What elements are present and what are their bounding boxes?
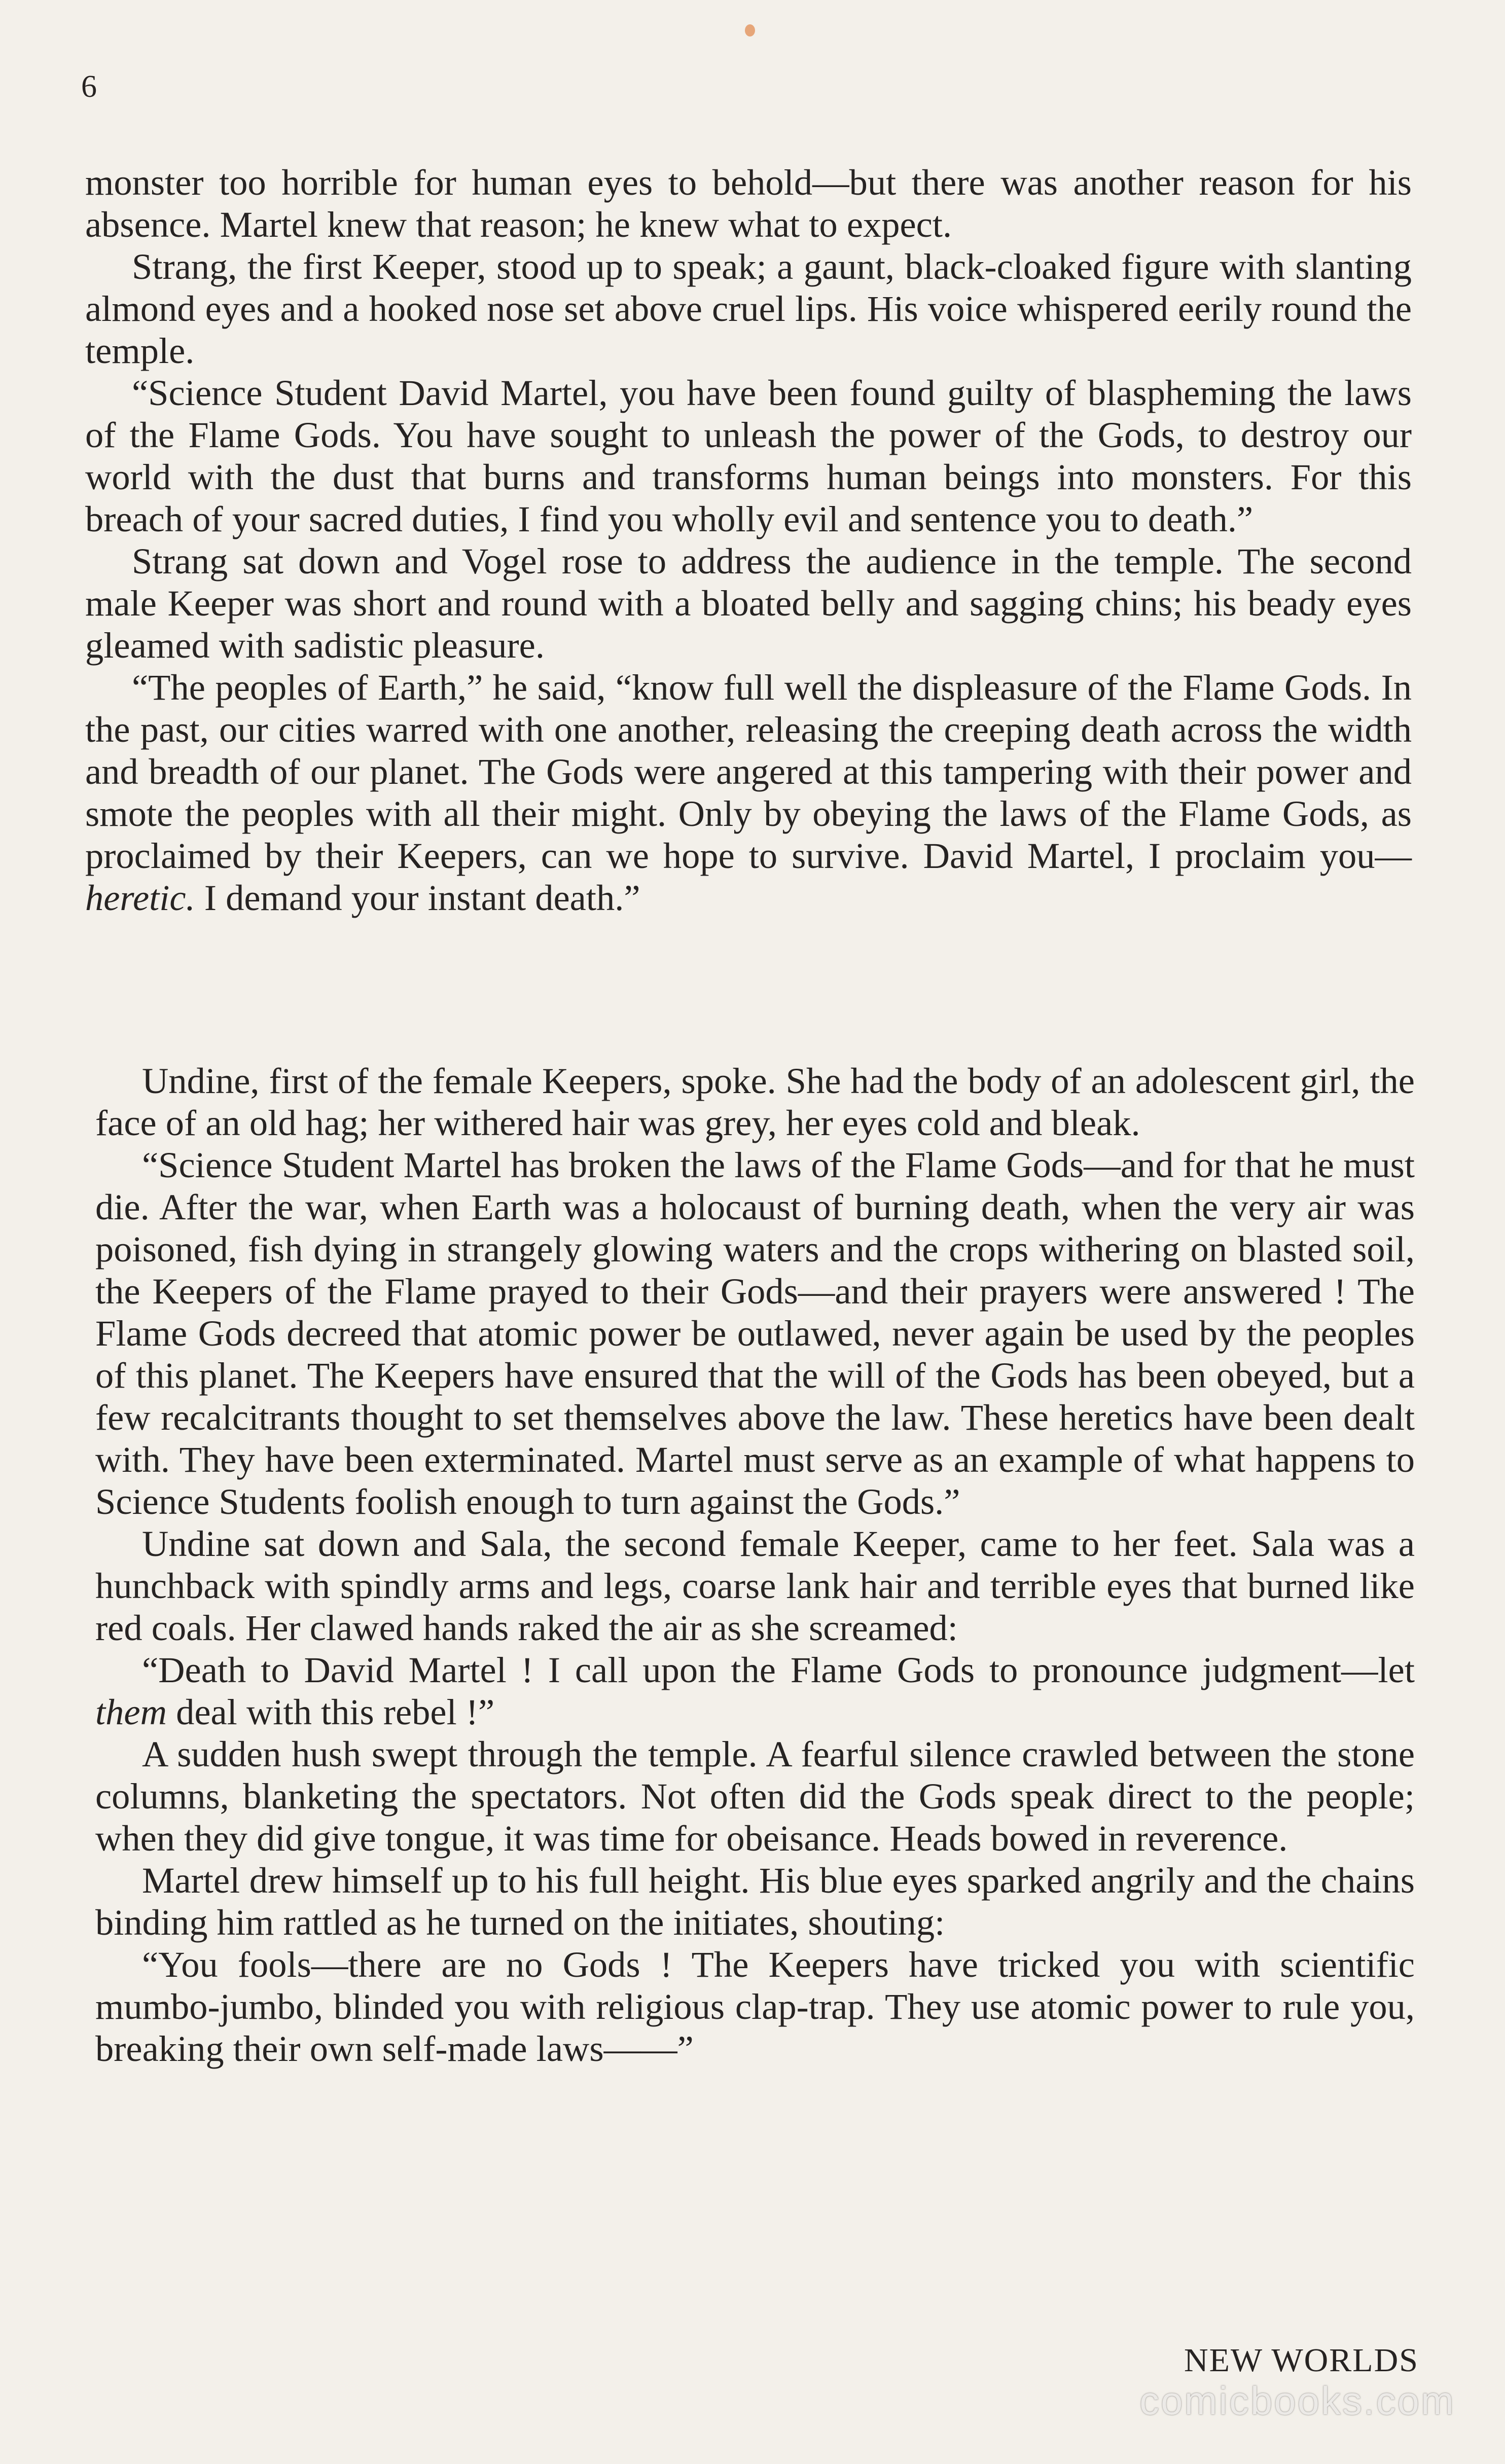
text-block-lower — [95, 1060, 1415, 2070]
paragraph-martel: Martel drew himself up to his full height. His blue eyes sparked angrily and the chains binding him rattled as he turned on the initiates, shouting: — [95, 1860, 1415, 1943]
sala-speech-end: deal with this rebel !” — [166, 1691, 495, 1732]
paragraph-vogel-speech — [85, 666, 1412, 919]
emphasis-them: them — [95, 1691, 167, 1732]
paragraph-continuation: monster too horrible for human eyes to behold—but there was another reason for his absence. Martel knew that reason; he knew what to expect. — [85, 162, 1412, 245]
page-number: 6 — [81, 69, 97, 104]
vogel-speech-text: “The peoples of Earth,” he said, “know full well the displeasure of the Flame Gods. In the past, our cities warred with one another, releasing the creeping death across the width and breadth of our planet. The Gods were angered at this tampering with their power and smote the peoples with all their might. Only by obeying the laws of the Flame Gods, as proclaimed by their Keepers, can we hope to survive. David Martel, I proclaim you— — [85, 667, 1412, 876]
paragraph-hush: A sudden hush swept through the temple. A fearful silence crawled between the stone columns, blanketing the spectators. Not often did the Gods speak direct to the people; when they did give tongue, it was time for obeisance. Heads bowed in reverence. — [95, 1733, 1415, 1859]
paragraph-undine-speech: “Science Student Martel has broken the laws of the Flame Gods—and for that he must die. After the war, when Earth was a holocaust of burning death, when the very air was poisoned, fish dying in strangely glowing waters and the crops withering on blasted soil, the Keepers of the Flame prayed to their Gods—and their prayers were answered ! The Flame Gods decreed that atomic power be outlawed, never again be used by the peoples of this planet. The Keepers have ensured that the will of the Gods has been obeyed, but a few recalcitrants thought to set themselves above the law. These heretics have been dealt with. They have been exterminated. Martel must serve as an example of what happens to Science Students foolish enough to turn against the Gods.” — [95, 1144, 1415, 1522]
paper-speck — [745, 24, 755, 37]
paragraph-sala: Undine sat down and Sala, the second female Keeper, came to her feet. Sala was a hunchback with spindly arms and legs, coarse lank hair and terrible eyes that burned like red coals. Her clawed hands raked the air as she screamed: — [95, 1523, 1415, 1648]
magazine-title-footer: NEW WORLDS — [1184, 2342, 1419, 2379]
paragraph-undine: Undine, first of the female Keepers, spoke. She had the body of an adolescent girl, the face of an old hag; her withered hair was grey, her eyes cold and bleak. — [95, 1060, 1415, 1143]
sala-speech-text: “Death to David Martel ! I call upon the Flame Gods to pronounce judgment—let — [142, 1649, 1415, 1690]
vogel-speech-end: I demand your instant death.” — [195, 877, 640, 918]
text-block-upper — [85, 161, 1412, 919]
paragraph-strang: Strang, the first Keeper, stood up to speak; a gaunt, black-cloaked figure with slanting almond eyes and a hooked nose set above cruel lips. His voice whispered eerily round the temple. — [85, 246, 1412, 371]
paragraph-strang-speech: “Science Student David Martel, you have been found guilty of blaspheming the laws of the Flame Gods. You have sought to unleash the power of the Gods, to destroy our world with the dust that burns and transforms human beings into monsters. For this breach of your sacred duties, I find you wholly evil and sentence you to death.” — [85, 372, 1412, 539]
emphasis-heretic: heretic. — [85, 877, 195, 918]
paragraph-martel-speech: “You fools—there are no Gods ! The Keepers have tricked you with scientific mumbo-jumbo, blinded you with religious clap-trap. They use atomic power to rule you, breaking their own self-made laws——” — [95, 1944, 1415, 2069]
paragraph-vogel: Strang sat down and Vogel rose to address the audience in the temple. The second male Keeper was short and round with a bloated belly and sagging chins; his beady eyes gleamed with sadistic pleasure. — [85, 540, 1412, 666]
paragraph-sala-speech — [95, 1649, 1415, 1733]
watermark: comicbooks.com — [1139, 2378, 1455, 2423]
